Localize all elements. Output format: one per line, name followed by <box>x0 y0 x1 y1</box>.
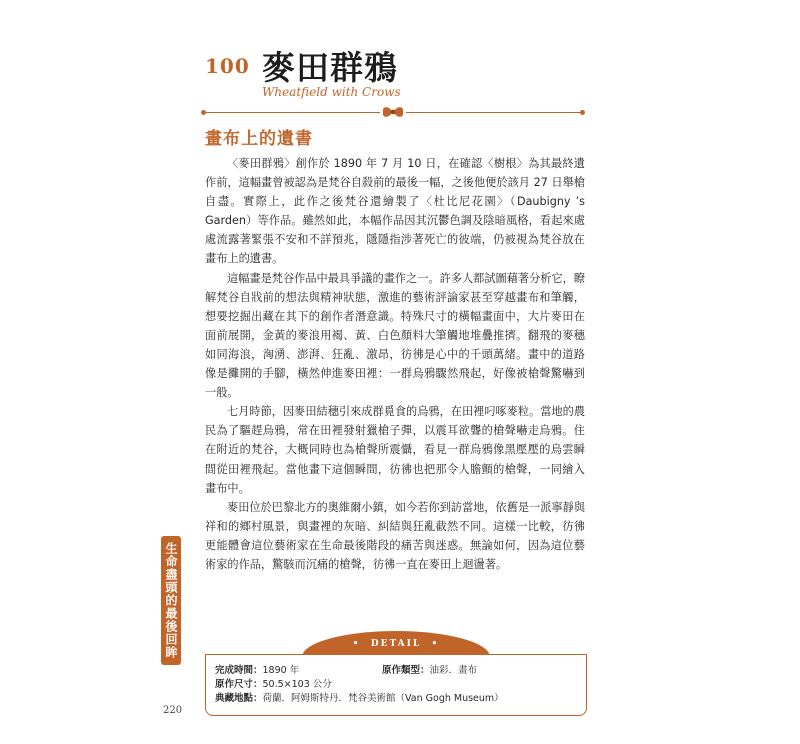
paragraph: 〈麥田群鴉〉創作於 1890 年 7 月 10 日，在確認〈樹根〉為其最終遺作前，這幅畫曾被認為是梵谷自殺前的最後一幅，之後他便於該月 27 日舉槍自盡。實際上，此作之後梵谷還繪製了〈杜比尼花園〉（Daubigny ’s Garden）等作品。雖然如此，本幅作品因其沉鬱色調及陰暗風格，看起來處處流露著緊張不安和不詳預兆，隱隱指涉著死亡的彼端，仍被視為梵谷放在畫布上的遺書。 <box>205 157 585 266</box>
paragraph: 麥田位於巴黎北方的奧維爾小鎮，如今若你到訪當地，依舊是一派寧靜與祥和的鄉村風景，與畫裡的灰暗、糾結與狂亂截然不同。這樣一比較，彷彿更能體會這位藝術家在生命最後階段的痛苦與迷惑。無論如何，因為這位藝術家的作品，驚駭而沉痛的槍聲，彷彿一直在麥田上迴盪著。 <box>205 500 586 571</box>
detail-label-text: DETAIL <box>370 639 422 649</box>
detail-size <box>215 676 332 690</box>
page-subtitle: Wheatfield with Crows <box>262 85 401 99</box>
artwork-number: 100 <box>205 54 250 78</box>
divider-dot-left <box>201 110 206 115</box>
detail-type-value: 油彩．畫布 <box>429 665 478 676</box>
detail-size-label: 原作尺寸： <box>215 679 263 690</box>
paragraph: 七月時節，因麥田結穗引來成群覓食的烏鴉，在田裡叼啄麥粒。當地的農民為了驅趕烏鴉，常在田裡發射獵槍子彈，以震耳欲聾的槍聲嚇走烏鴉。住在附近的梵谷，大概同時也為槍聲所震懾，看見一群烏鴉像黑壓壓的烏雲瞬間從田裡飛起。當他畫下這個瞬間，彷彿也把那令人膽顫的槍聲，一同繪入畫布中。 <box>205 405 586 495</box>
page-number: 220 <box>163 705 183 716</box>
detail-year <box>215 662 299 676</box>
detail-year-value: 1890 年 <box>262 665 300 676</box>
bow-ornament-icon <box>380 104 406 120</box>
detail-location-value: 荷蘭．阿姆斯特丹．梵谷美術館（Van Gogh Museum） <box>262 693 504 704</box>
detail-location-label: 典藏地點： <box>215 693 263 704</box>
detail-label: • DETAIL • <box>352 639 440 649</box>
article-body <box>205 154 585 574</box>
section-heading: 畫布上的遺書 <box>205 129 313 149</box>
detail-type <box>382 662 477 676</box>
paragraph: 這幅畫是梵谷作品中最具爭議的畫作之一。許多人都試圖藉著分析它，瞭解梵谷自戕前的想法與精神狀態，激進的藝術評論家甚至穿越畫布和筆觸，想要挖掘出藏在其下的創作者潛意識。特殊尺寸的橫幅畫面中，大片麥田在面前展開，金黃的麥浪用褐、黃、白色顏料大筆觸地堆疊推擠。翻飛的麥穗如同海浪，洶湧、澎湃、狂亂、激昂，彷彿是心中的千頭萬緒。畫中的道路像是攤開的手腳，橫然伸進麥田裡：一群烏鴉驟然飛起，好像被槍聲驚嚇到一般。 <box>205 271 586 400</box>
chapter-side-tab: 生命盡頭的最後回眸 <box>161 536 181 665</box>
detail-year-label: 完成時間： <box>215 665 263 676</box>
divider-dot-right <box>580 110 585 115</box>
detail-type-label: 原作類型： <box>382 665 430 676</box>
detail-size-value: 50.5×103 公分 <box>262 679 332 690</box>
page-title: 麥田群鴉 <box>262 48 398 87</box>
detail-location <box>215 690 504 704</box>
